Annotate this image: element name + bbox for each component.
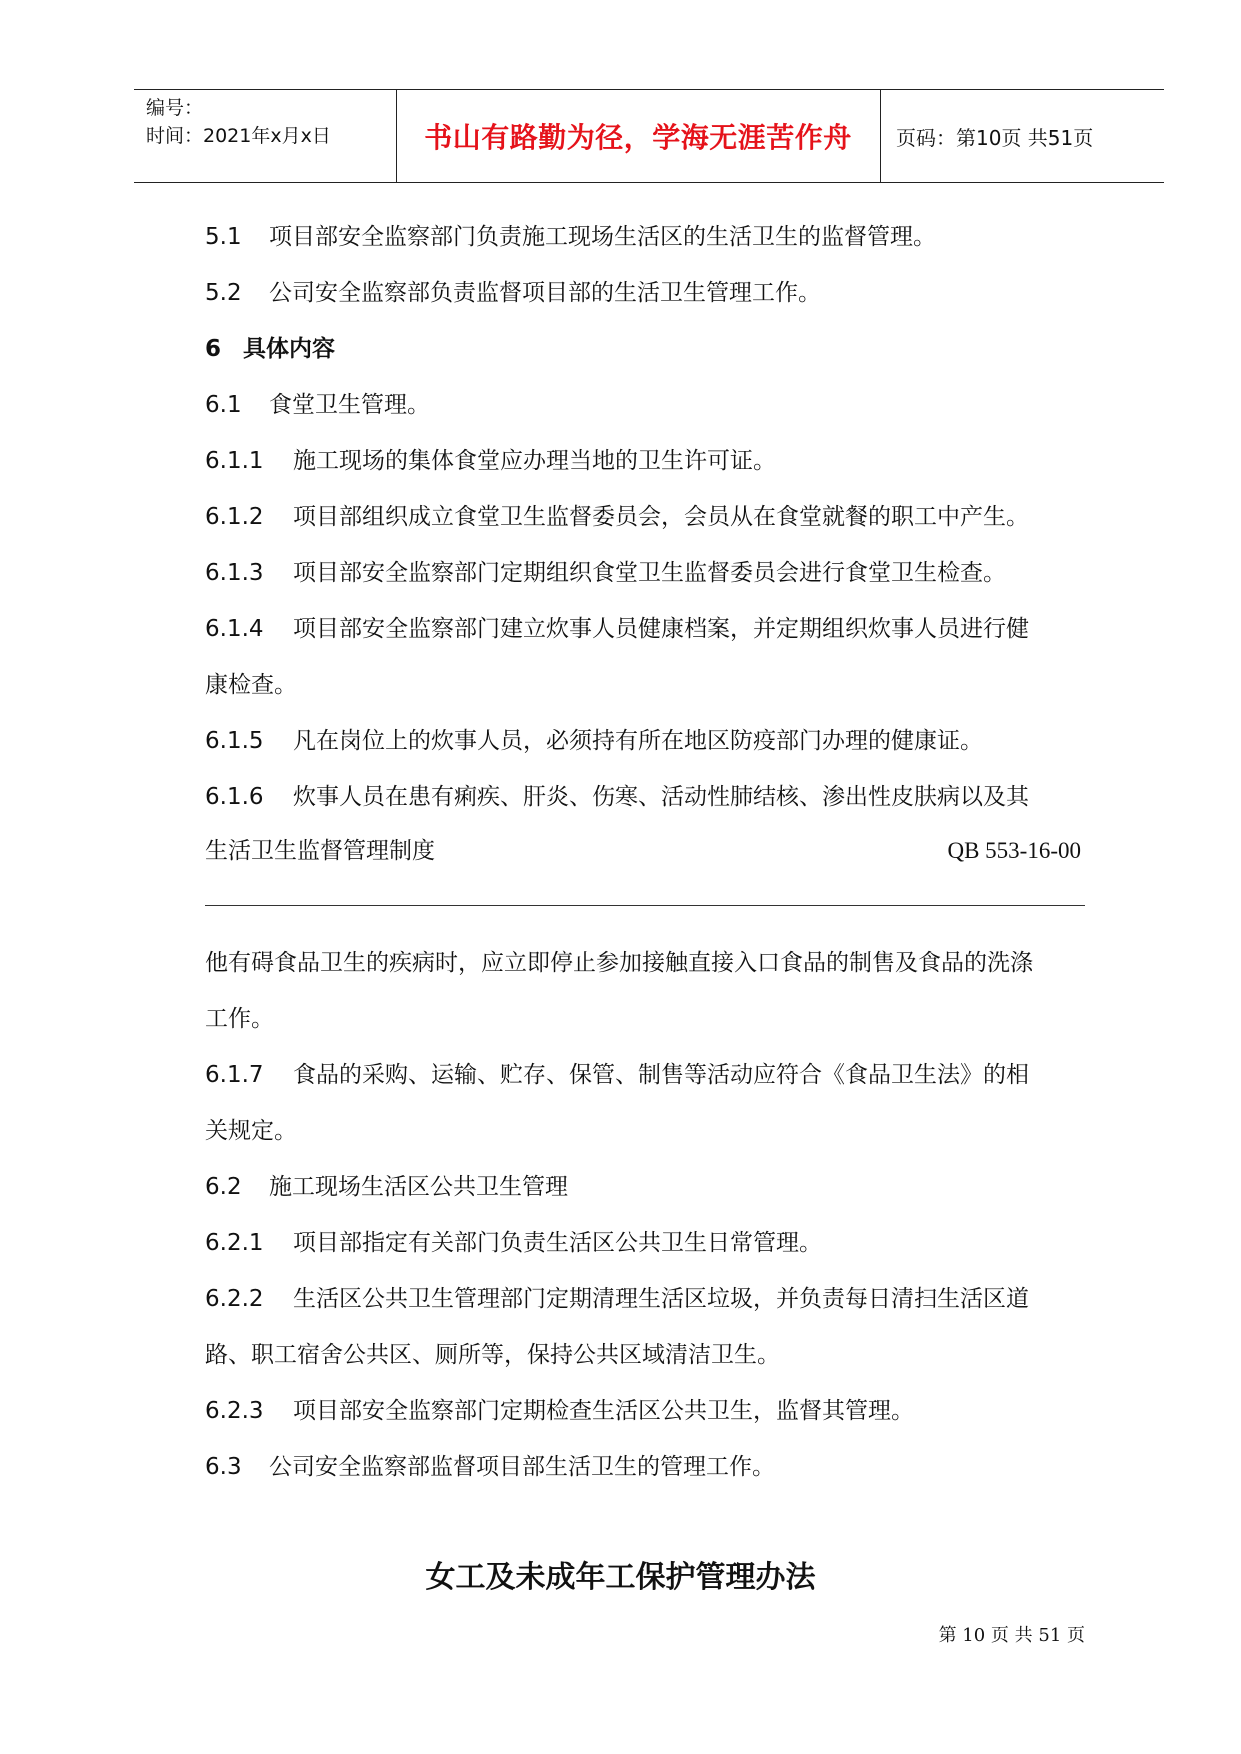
clause-text: 公司安全监察部负责监督项目部的生活卫生管理工作。 bbox=[269, 280, 821, 306]
clause-number: 6.2.1 bbox=[205, 1230, 264, 1256]
clause-6-1-6-cont bbox=[205, 948, 1033, 978]
clause-number: 6.2 bbox=[205, 1174, 242, 1200]
clause-number: 6.1 bbox=[205, 392, 242, 418]
clause-number: 6.1.4 bbox=[205, 616, 264, 642]
section-6-heading bbox=[205, 334, 335, 364]
clause-5-1 bbox=[205, 222, 936, 252]
clause-6-1-4-cont bbox=[205, 670, 297, 700]
clause-text: 具体内容 bbox=[243, 336, 335, 362]
clause-number: 6.1.1 bbox=[205, 448, 264, 474]
clause-5-2 bbox=[205, 278, 821, 308]
header-page-info: 页码：第10页 共51页 bbox=[896, 125, 1094, 150]
section-title: 女工及未成年工保护管理办法 bbox=[425, 1560, 816, 1595]
clause-number: 6 bbox=[205, 336, 222, 362]
clause-number: 5.1 bbox=[205, 224, 242, 250]
header-motto: 书山有路勤为径，学海无涯苦作舟 bbox=[424, 121, 852, 154]
clause-6-1-2 bbox=[205, 502, 1029, 532]
clause-text: 项目部安全监察部门定期检查生活区公共卫生，监督其管理。 bbox=[293, 1398, 914, 1424]
clause-text: 项目部安全监察部门负责施工现场生活区的生活卫生的监督管理。 bbox=[269, 224, 936, 250]
clause-text: 施工现场生活区公共卫生管理 bbox=[269, 1174, 568, 1200]
clause-text: 康检查。 bbox=[205, 672, 297, 698]
doc-number-label: 编号： bbox=[146, 97, 204, 119]
page-break-rule bbox=[205, 905, 1085, 906]
clause-6-2 bbox=[205, 1172, 568, 1202]
clause-number: 6.1.6 bbox=[205, 784, 264, 810]
clause-6-1-3 bbox=[205, 558, 1006, 588]
clause-6-2-2-cont bbox=[205, 1340, 780, 1370]
running-footer-code: QB 553-16-00 bbox=[947, 838, 1081, 863]
clause-text: 生活区公共卫生管理部门定期清理生活区垃圾，并负责每日清扫生活区道 bbox=[293, 1286, 1029, 1312]
clause-6-1 bbox=[205, 390, 430, 420]
clause-text: 关规定。 bbox=[205, 1118, 297, 1144]
clause-text: 食堂卫生管理。 bbox=[269, 392, 430, 418]
header-divider-2 bbox=[880, 90, 881, 182]
clause-number: 6.1.7 bbox=[205, 1062, 264, 1088]
running-footer-title: 生活卫生监督管理制度 bbox=[205, 838, 435, 864]
clause-6-2-1 bbox=[205, 1228, 822, 1258]
header-table bbox=[134, 89, 1164, 183]
clause-6-1-7-cont bbox=[205, 1116, 297, 1146]
clause-6-1-5 bbox=[205, 726, 983, 756]
clause-text: 施工现场的集体食堂应办理当地的卫生许可证。 bbox=[293, 448, 776, 474]
clause-6-1-4 bbox=[205, 614, 1029, 644]
clause-text: 炊事人员在患有痢疾、肝炎、伤寒、活动性肺结核、渗出性皮肤病以及其 bbox=[293, 784, 1029, 810]
header-left-cell bbox=[146, 94, 396, 150]
clause-number: 6.3 bbox=[205, 1454, 242, 1480]
clause-6-1-7 bbox=[205, 1060, 1029, 1090]
clause-number: 6.1.2 bbox=[205, 504, 264, 530]
clause-6-1-1 bbox=[205, 446, 776, 476]
clause-text: 项目部安全监察部门建立炊事人员健康档案，并定期组织炊事人员进行健 bbox=[293, 616, 1029, 642]
clause-number: 5.2 bbox=[205, 280, 242, 306]
clause-6-1-6 bbox=[205, 782, 1029, 812]
clause-6-3 bbox=[205, 1452, 775, 1482]
clause-text: 工作。 bbox=[205, 1006, 274, 1032]
clause-text: 路、职工宿舍公共区、厕所等，保持公共区域清洁卫生。 bbox=[205, 1342, 780, 1368]
clause-6-1-6-cont-2 bbox=[205, 1004, 274, 1034]
clause-text: 凡在岗位上的炊事人员，必须持有所在地区防疫部门办理的健康证。 bbox=[293, 728, 983, 754]
clause-text: 项目部安全监察部门定期组织食堂卫生监督委员会进行食堂卫生检查。 bbox=[293, 560, 1006, 586]
clause-number: 6.2.3 bbox=[205, 1398, 264, 1424]
clause-number: 6.1.5 bbox=[205, 728, 264, 754]
clause-text: 项目部指定有关部门负责生活区公共卫生日常管理。 bbox=[293, 1230, 822, 1256]
clause-text: 项目部组织成立食堂卫生监督委员会，会员从在食堂就餐的职工中产生。 bbox=[293, 504, 1029, 530]
clause-text: 食品的采购、运输、贮存、保管、制售等活动应符合《食品卫生法》的相 bbox=[293, 1062, 1029, 1088]
clause-6-2-2 bbox=[205, 1284, 1029, 1314]
time-label: 时间：2021年x月x日 bbox=[146, 125, 331, 147]
clause-number: 6.1.3 bbox=[205, 560, 264, 586]
clause-number: 6.2.2 bbox=[205, 1286, 264, 1312]
clause-text: 公司安全监察部监督项目部生活卫生的管理工作。 bbox=[269, 1454, 775, 1480]
page-footer: 第 10 页 共 51 页 bbox=[938, 1625, 1085, 1646]
clause-6-2-3 bbox=[205, 1396, 914, 1426]
clause-text: 他有碍食品卫生的疾病时，应立即停止参加接触直接入口食品的制售及食品的洗涤 bbox=[205, 950, 1033, 976]
